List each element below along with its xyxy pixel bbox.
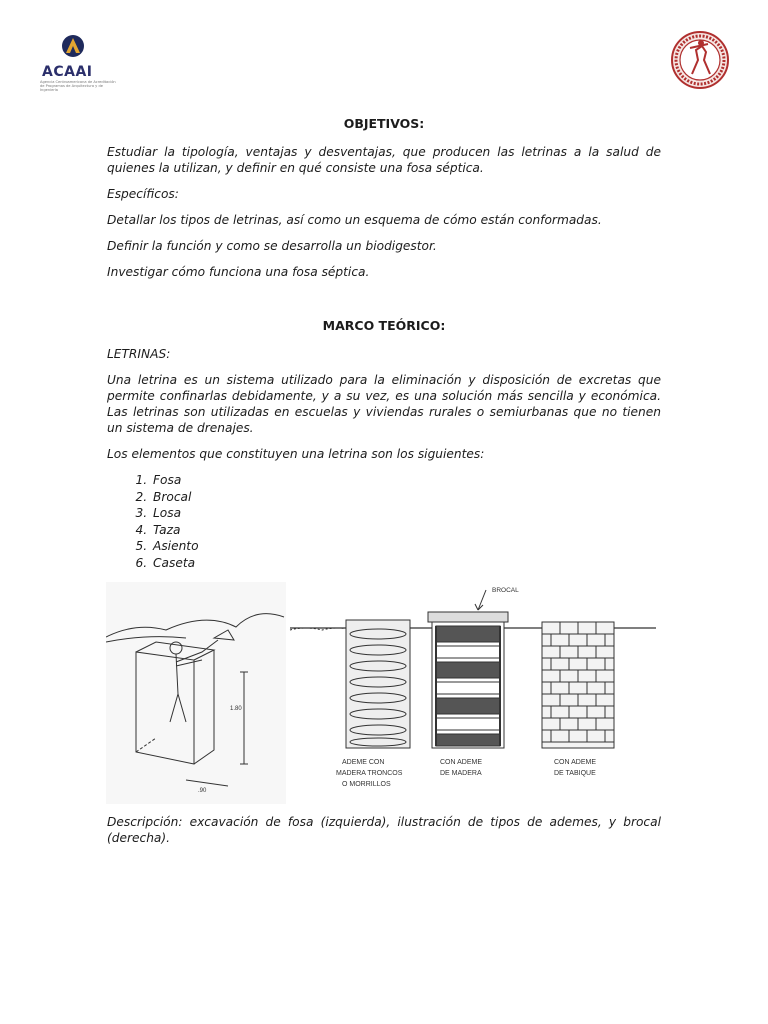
label-tabique-1: CON ADEME [554,759,597,766]
label-tabique-2: DE TABIQUE [554,770,596,777]
objetivo-general: Estudiar la tipología, ventajas y desventajas, que producen las letrinas a la salud de quienes la utilizan, y definir en qué consiste una fosa séptica. [107,145,661,175]
especifico-item: Investigar cómo funciona una fosa séptica. [107,265,370,279]
letrina-illustration [106,582,656,804]
list-item: 4. Taza [151,522,661,539]
acaai-name: ACAAI [42,64,93,80]
figure-caption: Descripción: excavación de fosa (izquierda), ilustración de tipos de ademes, y brocal (derecha). [107,815,661,845]
letrinas-subtitle: LETRINAS: [107,347,171,361]
acaai-tagline: Agencia Centroamericana de Acreditación de Programas de Arquitectura y de Ingeniería [40,80,116,92]
ademe-troncos-drawing [346,620,410,748]
label-troncos-1: ADEME CON [342,759,385,766]
list-item: 3. Losa [151,505,661,522]
excavation-drawing [106,582,286,804]
list-item: 1. Fosa [151,472,661,489]
elements-intro: Los elementos que constituyen una letrina son los siguientes: [107,447,485,461]
university-seal-icon [670,30,730,90]
document-body [107,116,661,571]
list-item: 6. Caseta [151,555,661,572]
width-label: .90 [198,788,207,794]
label-troncos-3: O MORRILLOS [342,781,391,788]
list-item: 5. Asiento [151,538,661,555]
acaai-logo [36,34,122,92]
especifico-item: Detallar los tipos de letrinas, así como un esquema de cómo están conformadas. [107,213,602,227]
acaai-emblem-icon [36,34,122,64]
ademe-tabique-drawing [542,622,614,748]
ademe-madera-drawing [428,587,519,748]
especificos-label: Específicos: [107,187,179,201]
depth-label: 1.80 [230,706,242,712]
label-madera-1: CON ADEME [440,759,483,766]
label-troncos-2: MADERA TRONCOS [336,770,403,777]
elements-list [107,472,661,571]
especifico-item: Definir la función y como se desarrolla un biodigestor. [107,239,437,253]
objetivos-heading: OBJETIVOS: [343,116,425,131]
brocal-label: BROCAL [492,587,519,594]
label-madera-2: DE MADERA [440,770,482,777]
list-item: 2. Brocal [151,489,661,506]
letrina-definition: Una letrina es un sistema utilizado para la eliminación y disposición de excretas que permite confinarlas debidamente, y a su vez, es una solución más sencilla y económica. Las letrinas son utilizadas en escuelas y viviendas rurales o semiurbanas que no tienen un sistema de drenajes. [107,373,661,435]
marco-teorico-heading: MARCO TEÓRICO: [322,318,446,333]
